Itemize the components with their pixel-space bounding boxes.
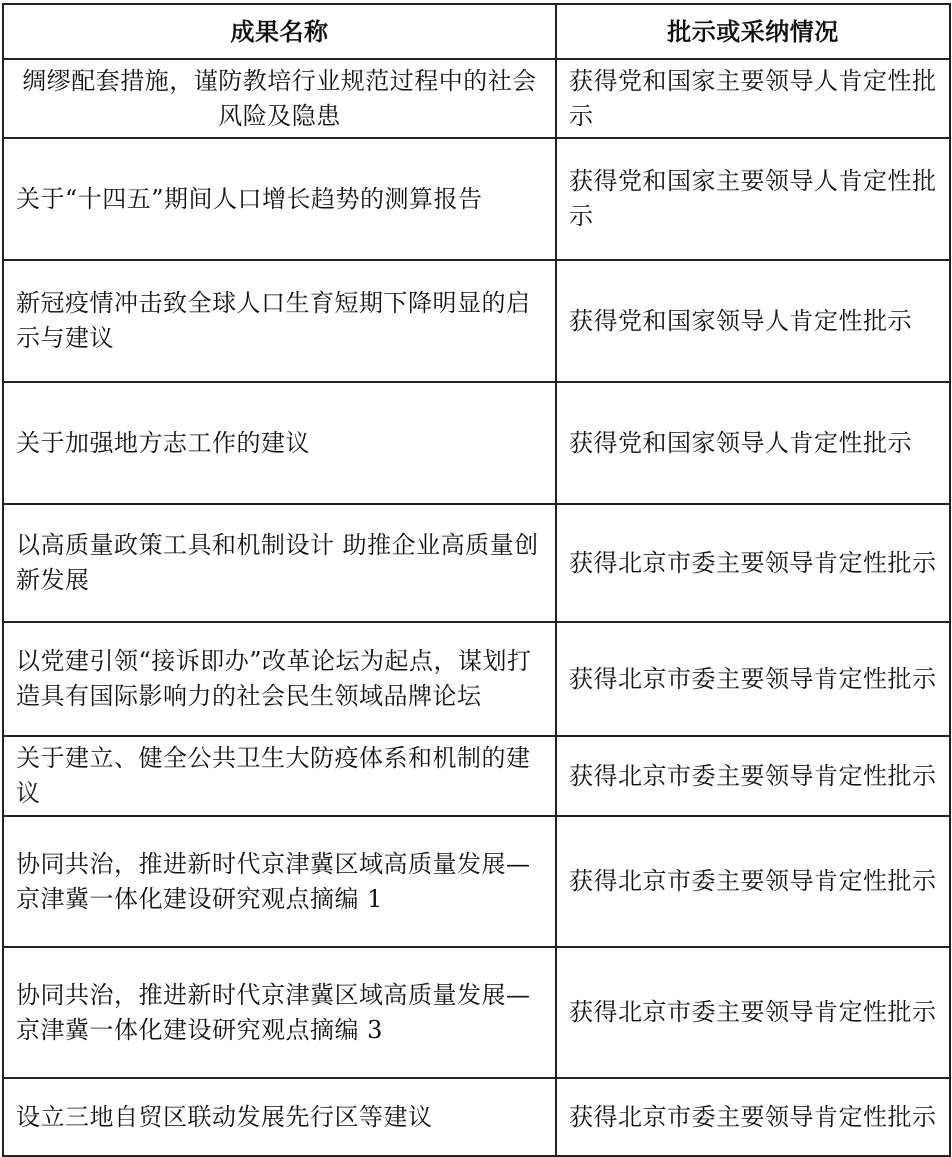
achievement-name: 以高质量政策工具和机制设计 助推企业高质量创新发展 [3,504,556,622]
header-row [3,4,950,59]
table-row [3,59,950,138]
approval-status: 获得北京市委主要领导肯定性批示 [556,736,950,816]
approval-status: 获得党和国家领导人肯定性批示 [556,260,950,382]
achievement-name: 关于建立、健全公共卫生大防疫体系和机制的建议 [3,736,556,816]
results-table [2,3,951,1157]
achievement-name: 绸缪配套措施，谨防教培行业规范过程中的社会风险及隐患 [3,59,556,138]
achievement-name: 以党建引领“接诉即办”改革论坛为起点，谋划打造具有国际影响力的社会民生领域品牌论坛 [3,622,556,736]
achievement-name: 设立三地自贸区联动发展先行区等建议 [3,1078,556,1156]
table-row [3,260,950,382]
table-row [3,382,950,504]
approval-status: 获得北京市委主要领导肯定性批示 [556,504,950,622]
approval-status: 获得北京市委主要领导肯定性批示 [556,1078,950,1156]
achievement-name: 关于加强地方志工作的建议 [3,382,556,504]
table-row [3,816,950,947]
approval-status: 获得党和国家主要领导人肯定性批示 [556,138,950,260]
table-row [3,138,950,260]
table-row [3,622,950,736]
table-row [3,1078,950,1156]
achievement-name: 新冠疫情冲击致全球人口生育短期下降明显的启示与建议 [3,260,556,382]
achievement-name: 协同共治，推进新时代京津冀区域高质量发展—京津冀一体化建设研究观点摘编 3 [3,947,556,1078]
approval-status: 获得党和国家主要领导人肯定性批示 [556,59,950,138]
table-row [3,504,950,622]
approval-status: 获得党和国家领导人肯定性批示 [556,382,950,504]
approval-status: 获得北京市委主要领导肯定性批示 [556,622,950,736]
approval-status: 获得北京市委主要领导肯定性批示 [556,947,950,1078]
table-row [3,947,950,1078]
table-row [3,736,950,816]
header-achievement-name: 成果名称 [3,4,556,59]
achievement-name: 关于“十四五”期间人口增长趋势的测算报告 [3,138,556,260]
header-approval-status: 批示或采纳情况 [556,4,950,59]
approval-status: 获得北京市委主要领导肯定性批示 [556,816,950,947]
achievement-name: 协同共治，推进新时代京津冀区域高质量发展—京津冀一体化建设研究观点摘编 1 [3,816,556,947]
